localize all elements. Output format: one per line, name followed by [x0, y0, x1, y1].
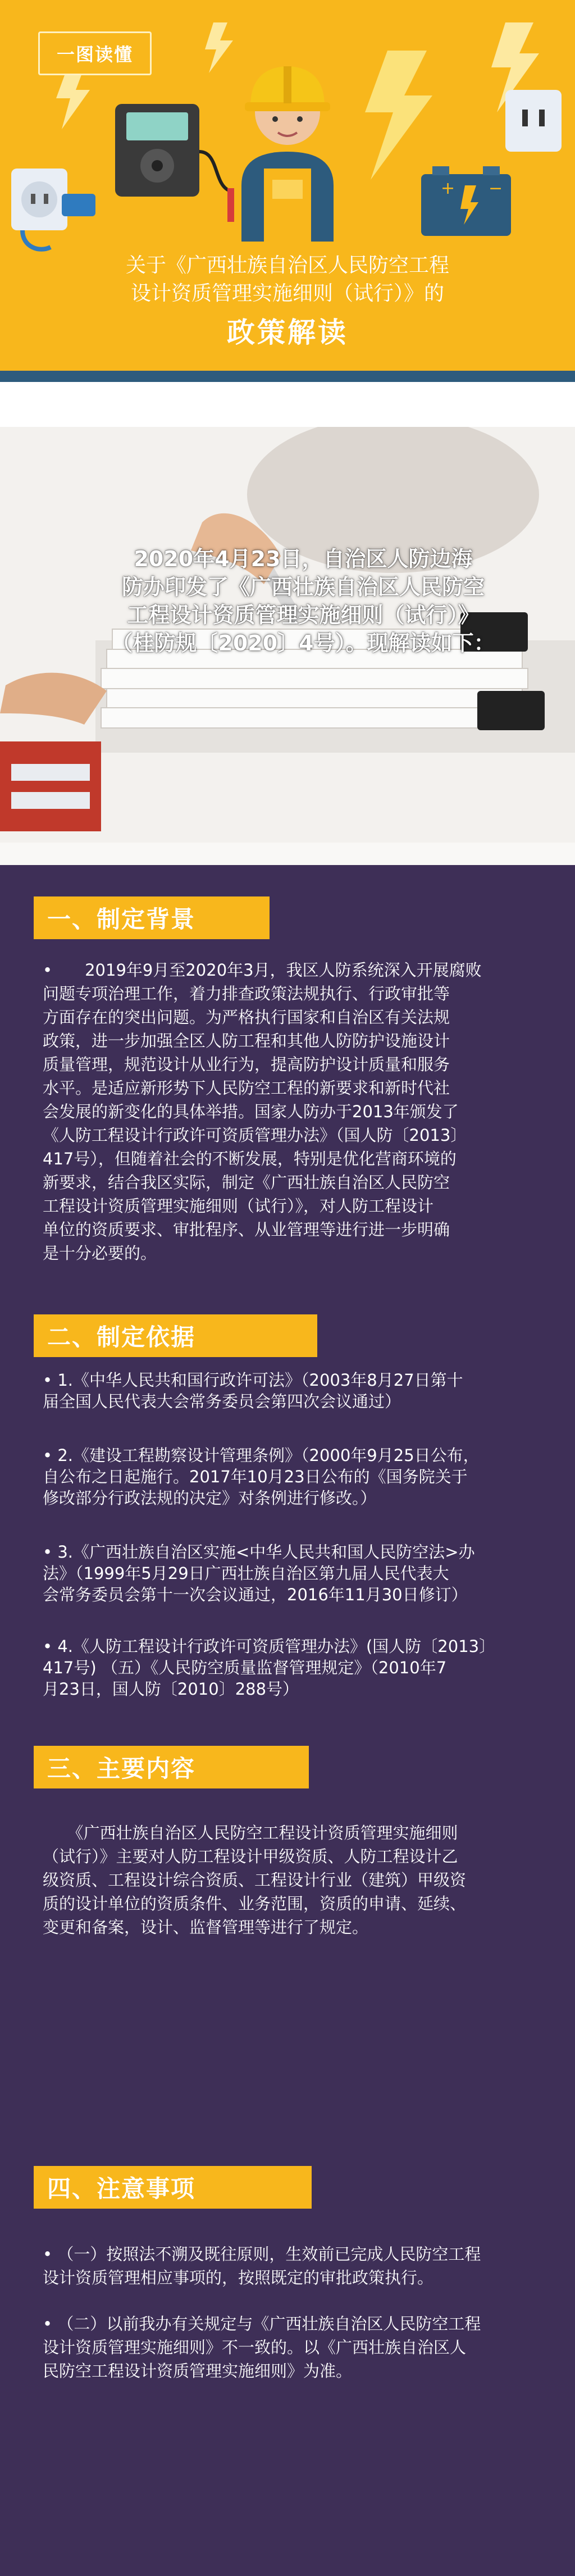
section-background	[0, 865, 575, 1292]
section-heading-text: 四、注意事项	[47, 2175, 196, 2202]
list-item	[43, 2312, 537, 2383]
item-line: • （一）按照法不溯及既往原则，生效前已完成人民防空工程	[43, 2245, 481, 2264]
section-body	[43, 958, 537, 1265]
page-subtitle: 政策解读	[227, 316, 348, 349]
item-line: • 1.《中华人民共和国行政许可法》（2003年8月27日第十	[43, 1371, 463, 1390]
body-line: 单位的资质要求、审批程序、从业管理等进行进一步明确	[43, 1220, 450, 1239]
body-line: 工程设计资质管理实施细则（试行）》，对人防工程设计	[43, 1196, 434, 1216]
item-line: 月23日，国人防〔2010〕288号）	[43, 1680, 299, 1699]
item-line: • （二）以前我办有关规定与《广西壮族自治区人民防空工程	[43, 2314, 481, 2333]
list-item	[43, 1541, 537, 1605]
item-line: 法》（1999年5月29日广西壮族自治区第九届人民代表大	[43, 1564, 449, 1583]
header-banner	[0, 0, 575, 382]
body-line: 质的设计单位的资质条件、业务范围，资质的申请、延续、	[43, 1894, 467, 1913]
body-line: • 2019年9月至2020年3月，我区人防系统深入开展腐败	[43, 961, 482, 980]
section-heading-text: 三、主要内容	[47, 1755, 196, 1782]
worker-icon	[241, 66, 334, 242]
svg-text:−: −	[489, 179, 503, 198]
item-line: • 3.《广西壮族自治区实施<中华人民共和国人民防空法>办	[43, 1542, 475, 1562]
body-line: 政策，进一步加强全区人防工程和其他人防防护设施设计	[43, 1031, 450, 1050]
banner-stripe	[0, 371, 575, 382]
item-line: 届全国人民代表大会常务委员会第四次会议通过）	[43, 1392, 401, 1411]
list-item	[43, 2242, 537, 2290]
body-line: 方面存在的突出问题。为严格执行国家和自治区有关法规	[43, 1008, 450, 1027]
body-line: 水平。是适应新形势下人民防空工程的新要求和新时代社	[43, 1078, 450, 1098]
intro-line: 2020年4月23日，自治区人防边海	[134, 547, 473, 571]
body-line: 问题专项治理工作，着力排查政策法规执行、行政审批等	[43, 984, 450, 1003]
body-line: 《广西壮族自治区人民防空工程设计资质管理实施细则	[43, 1823, 458, 1842]
intro-line: （桂防规〔2020〕4号）。现解读如下：	[111, 631, 495, 656]
item-line: 会常务委员会第十一次会议通过，2016年11月30日修订）	[43, 1585, 468, 1604]
badge-label: 一图读懂	[56, 44, 133, 65]
item-line: • 4.《人防工程设计行政许可资质管理办法》(国人防〔2013〕	[43, 1637, 496, 1656]
intro-photo	[0, 427, 575, 865]
body-line: 级资质、工程设计综合资质、工程设计行业（建筑）甲级资	[43, 1870, 467, 1890]
power-plug-icon	[11, 169, 95, 249]
body-line: 变更和备案，设计、监督管理等进行了规定。	[43, 1918, 369, 1937]
multimeter-icon	[115, 104, 234, 222]
list-item	[43, 1636, 537, 1700]
item-line: 自公布之日起施行。2017年10月23日公布的《国务院关于	[43, 1467, 468, 1486]
body-line: 质量管理，规范设计从业行为，提高防护设计质量和服务	[43, 1055, 450, 1074]
intro-line: 工程设计资质管理实施细则（试行）》	[127, 603, 480, 627]
list-item	[43, 1445, 537, 1509]
list-item	[43, 1369, 537, 1412]
section-heading	[34, 1314, 317, 1357]
body-line: 会发展的新变化的具体举措。国家人防办于2013年颁发了	[43, 1102, 459, 1121]
section-heading-text: 二、制定依据	[47, 1323, 196, 1351]
battery-icon	[421, 166, 511, 236]
section-body	[43, 1821, 537, 1939]
body-line: 是十分必要的。	[43, 1244, 157, 1263]
page-title-line1: 关于《广西壮族自治区人民防空工程	[125, 254, 449, 277]
intro-text	[90, 545, 517, 657]
item-line: 民防空工程设计资质管理实施细则》为准。	[43, 2361, 353, 2381]
page-title	[79, 252, 496, 308]
item-line: 417号) （五）《人民防空质量监督管理规定》（2010年7	[43, 1658, 447, 1677]
item-line: 修改部分行政法规的决定》对条例进行修改。）	[43, 1489, 377, 1508]
page-title-line2: 设计资质管理实施细则（试行）》的	[130, 282, 444, 305]
body-line: 417号），但随着社会的不断发展，特别是优化营商环境的	[43, 1149, 457, 1168]
intro-line: 防办印发了《广西壮族自治区人民防空	[121, 575, 485, 599]
body-line: 新要求，结合我区实际，制定《广西壮族自治区人民防空	[43, 1173, 450, 1192]
section-basis	[0, 1292, 575, 1719]
section-content	[0, 1719, 575, 2146]
item-line: 设计资质管理实施细则》不一致的。以《广西壮族自治区人	[43, 2338, 467, 2357]
section-heading-text: 一、制定背景	[47, 905, 196, 933]
body-line: 《人防工程设计行政许可资质管理办法》（国人防〔2013〕	[43, 1126, 467, 1145]
item-line: 设计资质管理相应事项的，按照既定的审批政策执行。	[43, 2268, 434, 2287]
banner-badge	[38, 31, 152, 75]
svg-text:+: +	[441, 179, 455, 198]
body-line: （试行）》主要对人防工程设计甲级资质、人防工程设计乙	[43, 1847, 458, 1866]
item-line: • 2.《建设工程勘察设计管理条例》（2000年9月25日公布，	[43, 1446, 480, 1465]
section-notes	[0, 2146, 575, 2576]
section-heading	[34, 896, 270, 939]
section-heading	[34, 1746, 309, 1788]
socket-icon	[505, 90, 562, 152]
section-heading	[34, 2166, 312, 2209]
